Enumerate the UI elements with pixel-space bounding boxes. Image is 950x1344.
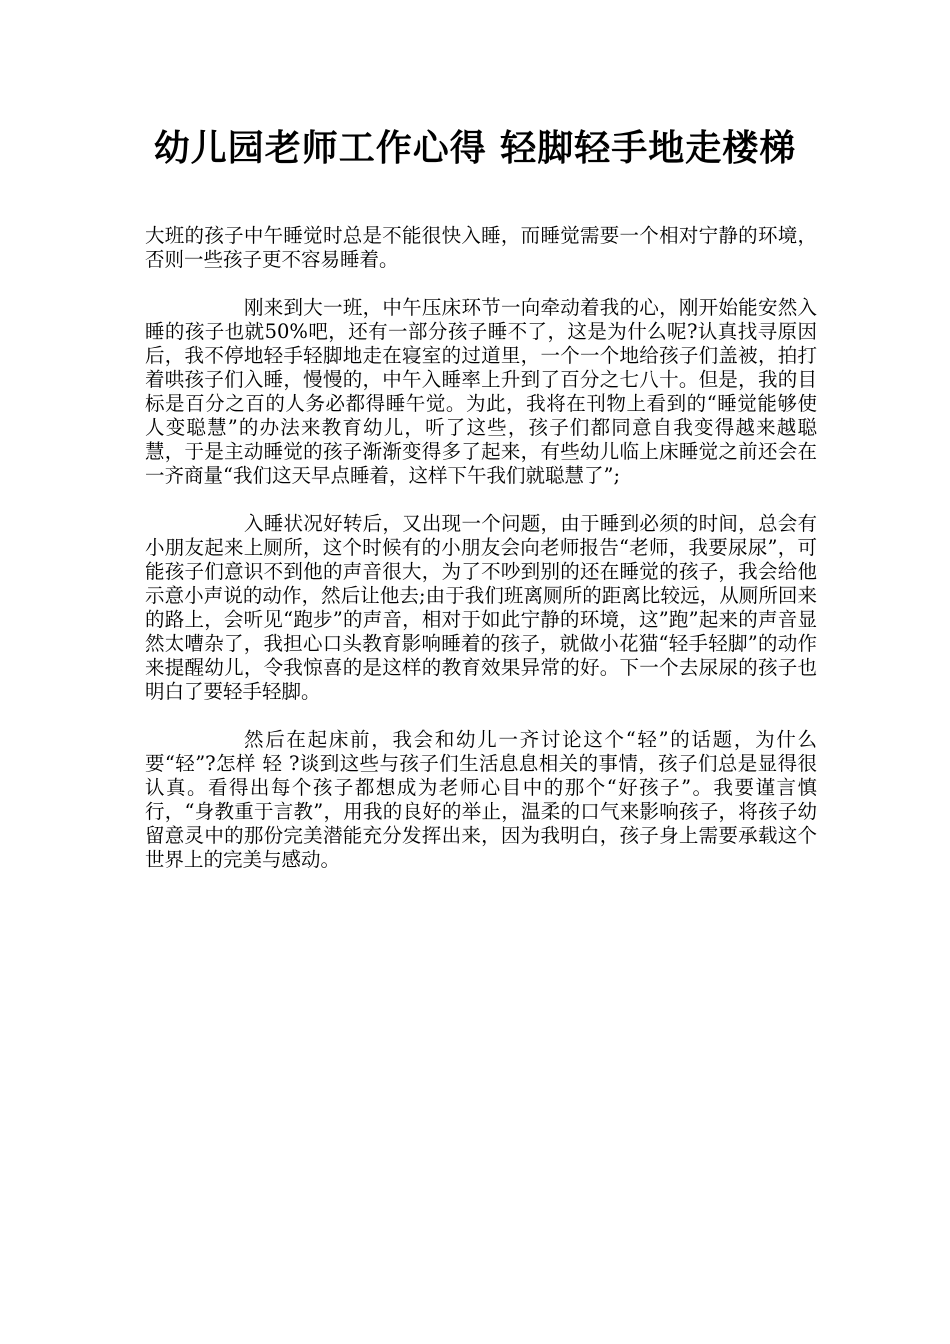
paragraph-3: 入睡状况好转后，又出现一个问题，由于睡到必须的时间，总会有小朋友起来上厕所，这个时候有的小朋友会向老师报告“老师，我要尿尿”，可能孩子们意识不到他的声音很大，为了不吵到别的还在睡觉的孩子，我会给他示意小声说的动作，然后让他去;由于我们班离厕所的距离比较远，从厕所回来的路上，会听见“跑步”的声音，相对于如此宁静的环境，这”跑”起来的声音显然太嘈杂了，我担心口头教育影响睡着的孩子，就做小花猫“轻手轻脚”的动作来提醒幼儿，令我惊喜的是这样的教育效果异常的好。下一个去尿尿的孩子也明白了要轻手轻脚。 [145,512,817,703]
paragraph-4: 然后在起床前，我会和幼儿一齐讨论这个“轻”的话题，为什么要“轻”?怎样 轻 ?谈到这些与孩子们生活息息相关的事情，孩子们总是显得很认真。看得出每个孩子都想成为老师心目中的那个“好孩子”。我要谨言慎行，“身教重于言教”，用我的良好的举止，温柔的口气来影响孩子，将孩子幼留意灵中的那份完美潜能充分发挥出来，因为我明白，孩子身上需要承载这个世界上的完美与感动。 [145,728,817,871]
paragraph-2: 刚来到大一班，中午压床环节一向牵动着我的心，刚开始能安然入睡的孩子也就50%吧，还有一部分孩子睡不了，这是为什么呢?认真找寻原因后，我不停地轻手轻脚地走在寝室的过道里，一个一个地给孩子们盖被，拍打着哄孩子们入睡，慢慢的，中午入睡率上升到了百分之七八十。但是，我的目标是百分之百的人务必都得睡午觉。为此，我将在刊物上看到的“睡觉能够使人变聪慧”的办法来教育幼儿，听了这些，孩子们都同意自我变得越来越聪慧，于是主动睡觉的孩子渐渐变得多了起来，有些幼儿临上床睡觉之前还会在一齐商量“我们这天早点睡着，这样下午我们就聪慧了”; [145,296,817,487]
paragraph-1: 大班的孩子中午睡觉时总是不能很快入睡，而睡觉需要一个相对宁静的环境，否则一些孩子更不容易睡着。 [145,224,817,271]
page-title: 幼儿园老师工作心得 轻脚轻手地走楼梯 [153,127,797,169]
document-body [145,224,817,896]
